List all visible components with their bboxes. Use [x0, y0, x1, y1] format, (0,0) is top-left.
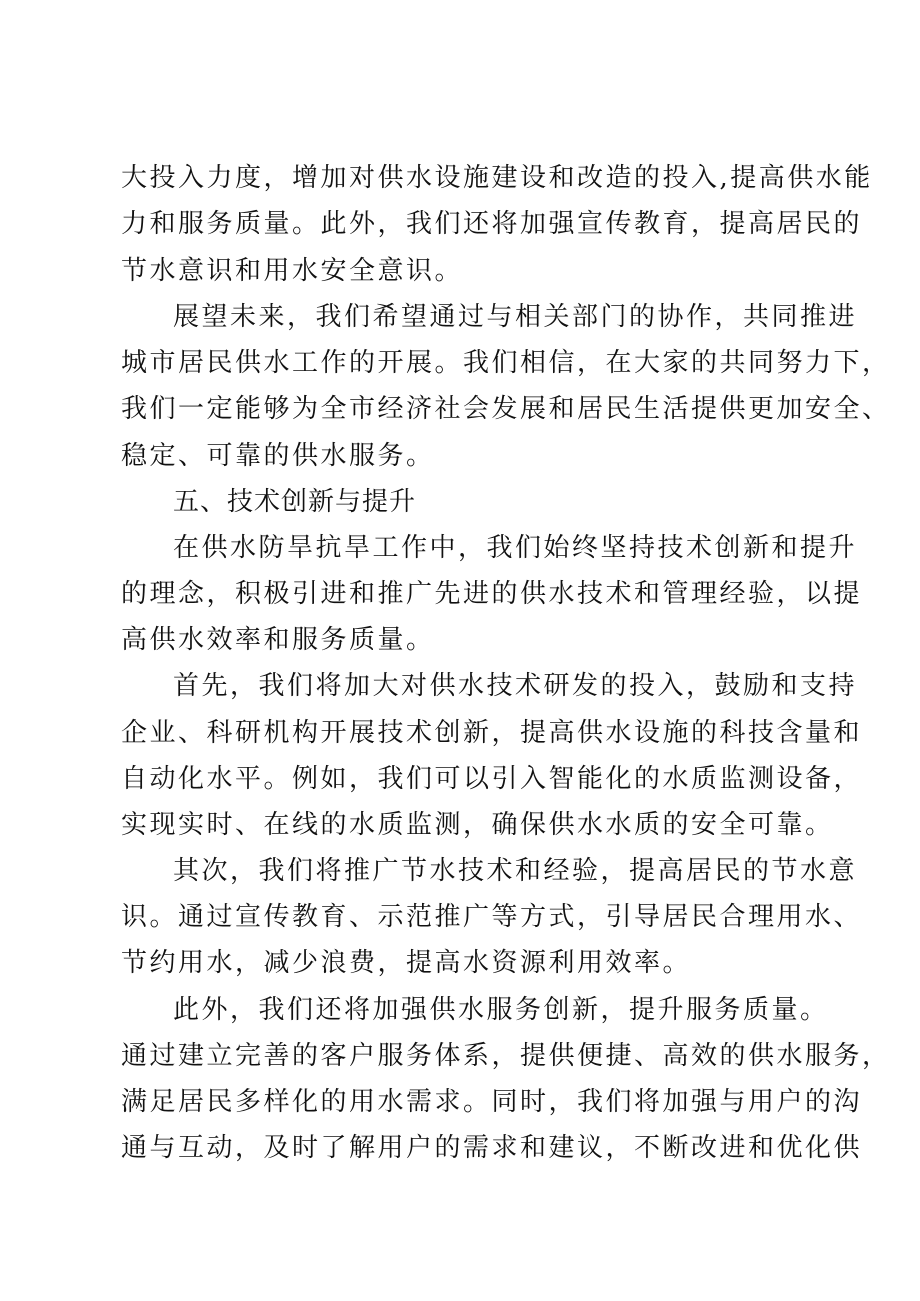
body-text-line: 展望未来，我们希望通过与相关部门的协作，共同推进	[173, 302, 858, 332]
body-text-line: 我们一定能够为全市经济社会发展和居民生活提供更加安全、	[121, 394, 891, 424]
section-heading: 五、技术创新与提升	[173, 487, 417, 517]
body-text-line: 首先，我们将加大对供水技术研发的投入，鼓励和支持	[173, 671, 858, 701]
body-text-line: 此外，我们还将加强供水服务创新，提升服务质量。	[173, 995, 829, 1025]
body-text-line: 其次，我们将推广节水技术和经验，提高居民的节水意	[173, 856, 858, 886]
body-text-line: 高供水效率和服务质量。	[121, 625, 435, 655]
body-text-line: 大投入力度，增加对供水设施建设和改造的投入,提高供水能	[121, 163, 873, 193]
body-text-line: 通过建立完善的客户服务体系，提供便捷、高效的供水服务，	[121, 1041, 891, 1071]
body-text-line: 稳定、可靠的供水服务。	[121, 441, 435, 471]
body-text-line: 自动化水平。例如，我们可以引入智能化的水质监测设备，	[121, 764, 863, 794]
body-text-line: 通与互动，及时了解用户的需求和建议，不断改进和优化供	[121, 1133, 863, 1163]
body-text-line: 城市居民供水工作的开展。我们相信，在大家的共同努力下，	[121, 348, 891, 378]
body-text-line: 节约用水，减少浪费，提高水资源利用效率。	[121, 948, 692, 978]
body-text-line: 识。通过宣传教育、示范推广等方式，引导居民合理用水、	[121, 902, 863, 932]
body-text-line: 节水意识和用水安全意识。	[121, 256, 464, 286]
body-text-line: 力和服务质量。此外，我们还将加强宣传教育，提高居民的	[121, 209, 863, 239]
body-text-line: 满足居民多样化的用水需求。同时，我们将加强与用户的沟	[121, 1087, 863, 1117]
body-text-line: 的理念，积极引进和推广先进的供水技术和管理经验，以提	[121, 579, 863, 609]
body-text-line: 企业、科研机构开展技术创新，提高供水设施的科技含量和	[121, 718, 863, 748]
body-text-line: 实现实时、在线的水质监测，确保供水水质的安全可靠。	[121, 810, 834, 840]
body-text-line: 在供水防旱抗旱工作中，我们始终坚持技术创新和提升	[173, 533, 858, 563]
